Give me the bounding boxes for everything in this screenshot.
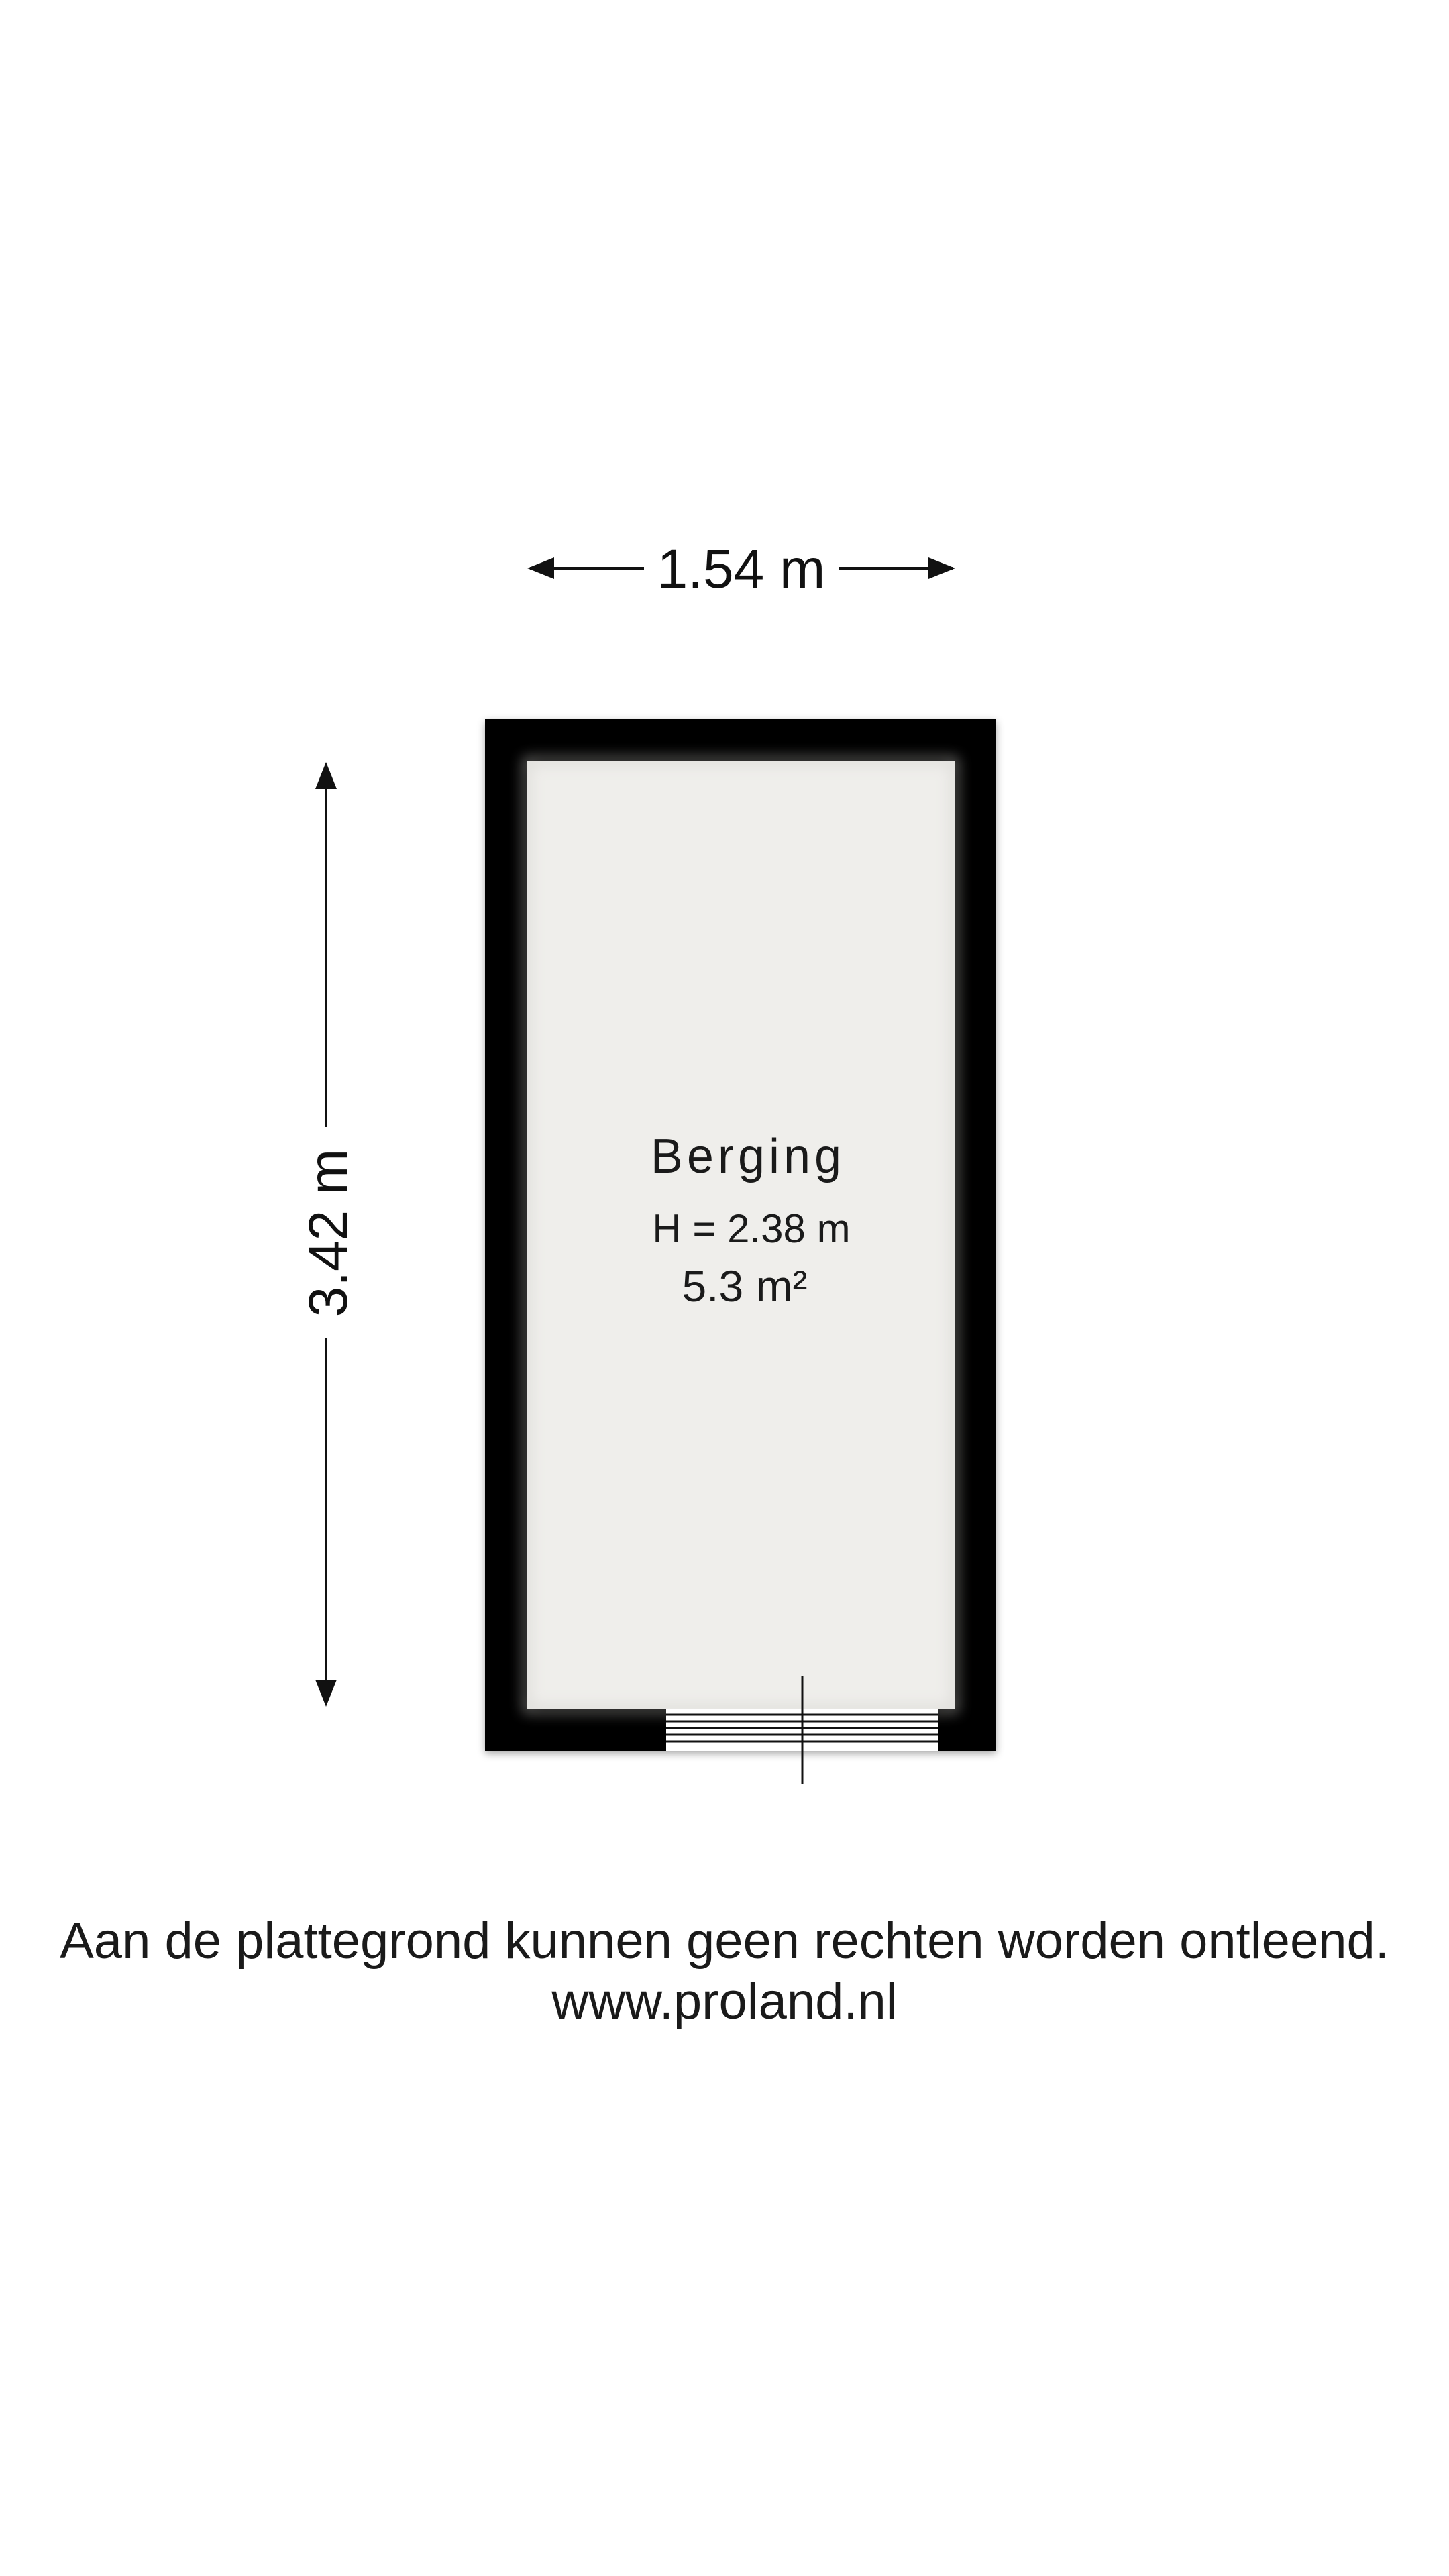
- website-text: www.proland.nl: [551, 1973, 898, 2030]
- disclaimer-text: Aan de plattegrond kunnen geen rechten worden ontleend.: [60, 1913, 1389, 1970]
- room-berging: [485, 719, 996, 1784]
- width-dimension: [530, 539, 953, 600]
- room-area: 5.3 m²: [682, 1261, 808, 1311]
- room-ceiling-height: H = 2.38 m: [652, 1206, 851, 1251]
- height-dimension: [298, 765, 359, 1704]
- height-label: 3.42 m: [298, 1148, 359, 1318]
- width-label: 1.54 m: [657, 539, 826, 600]
- room-name: Berging: [650, 1130, 846, 1183]
